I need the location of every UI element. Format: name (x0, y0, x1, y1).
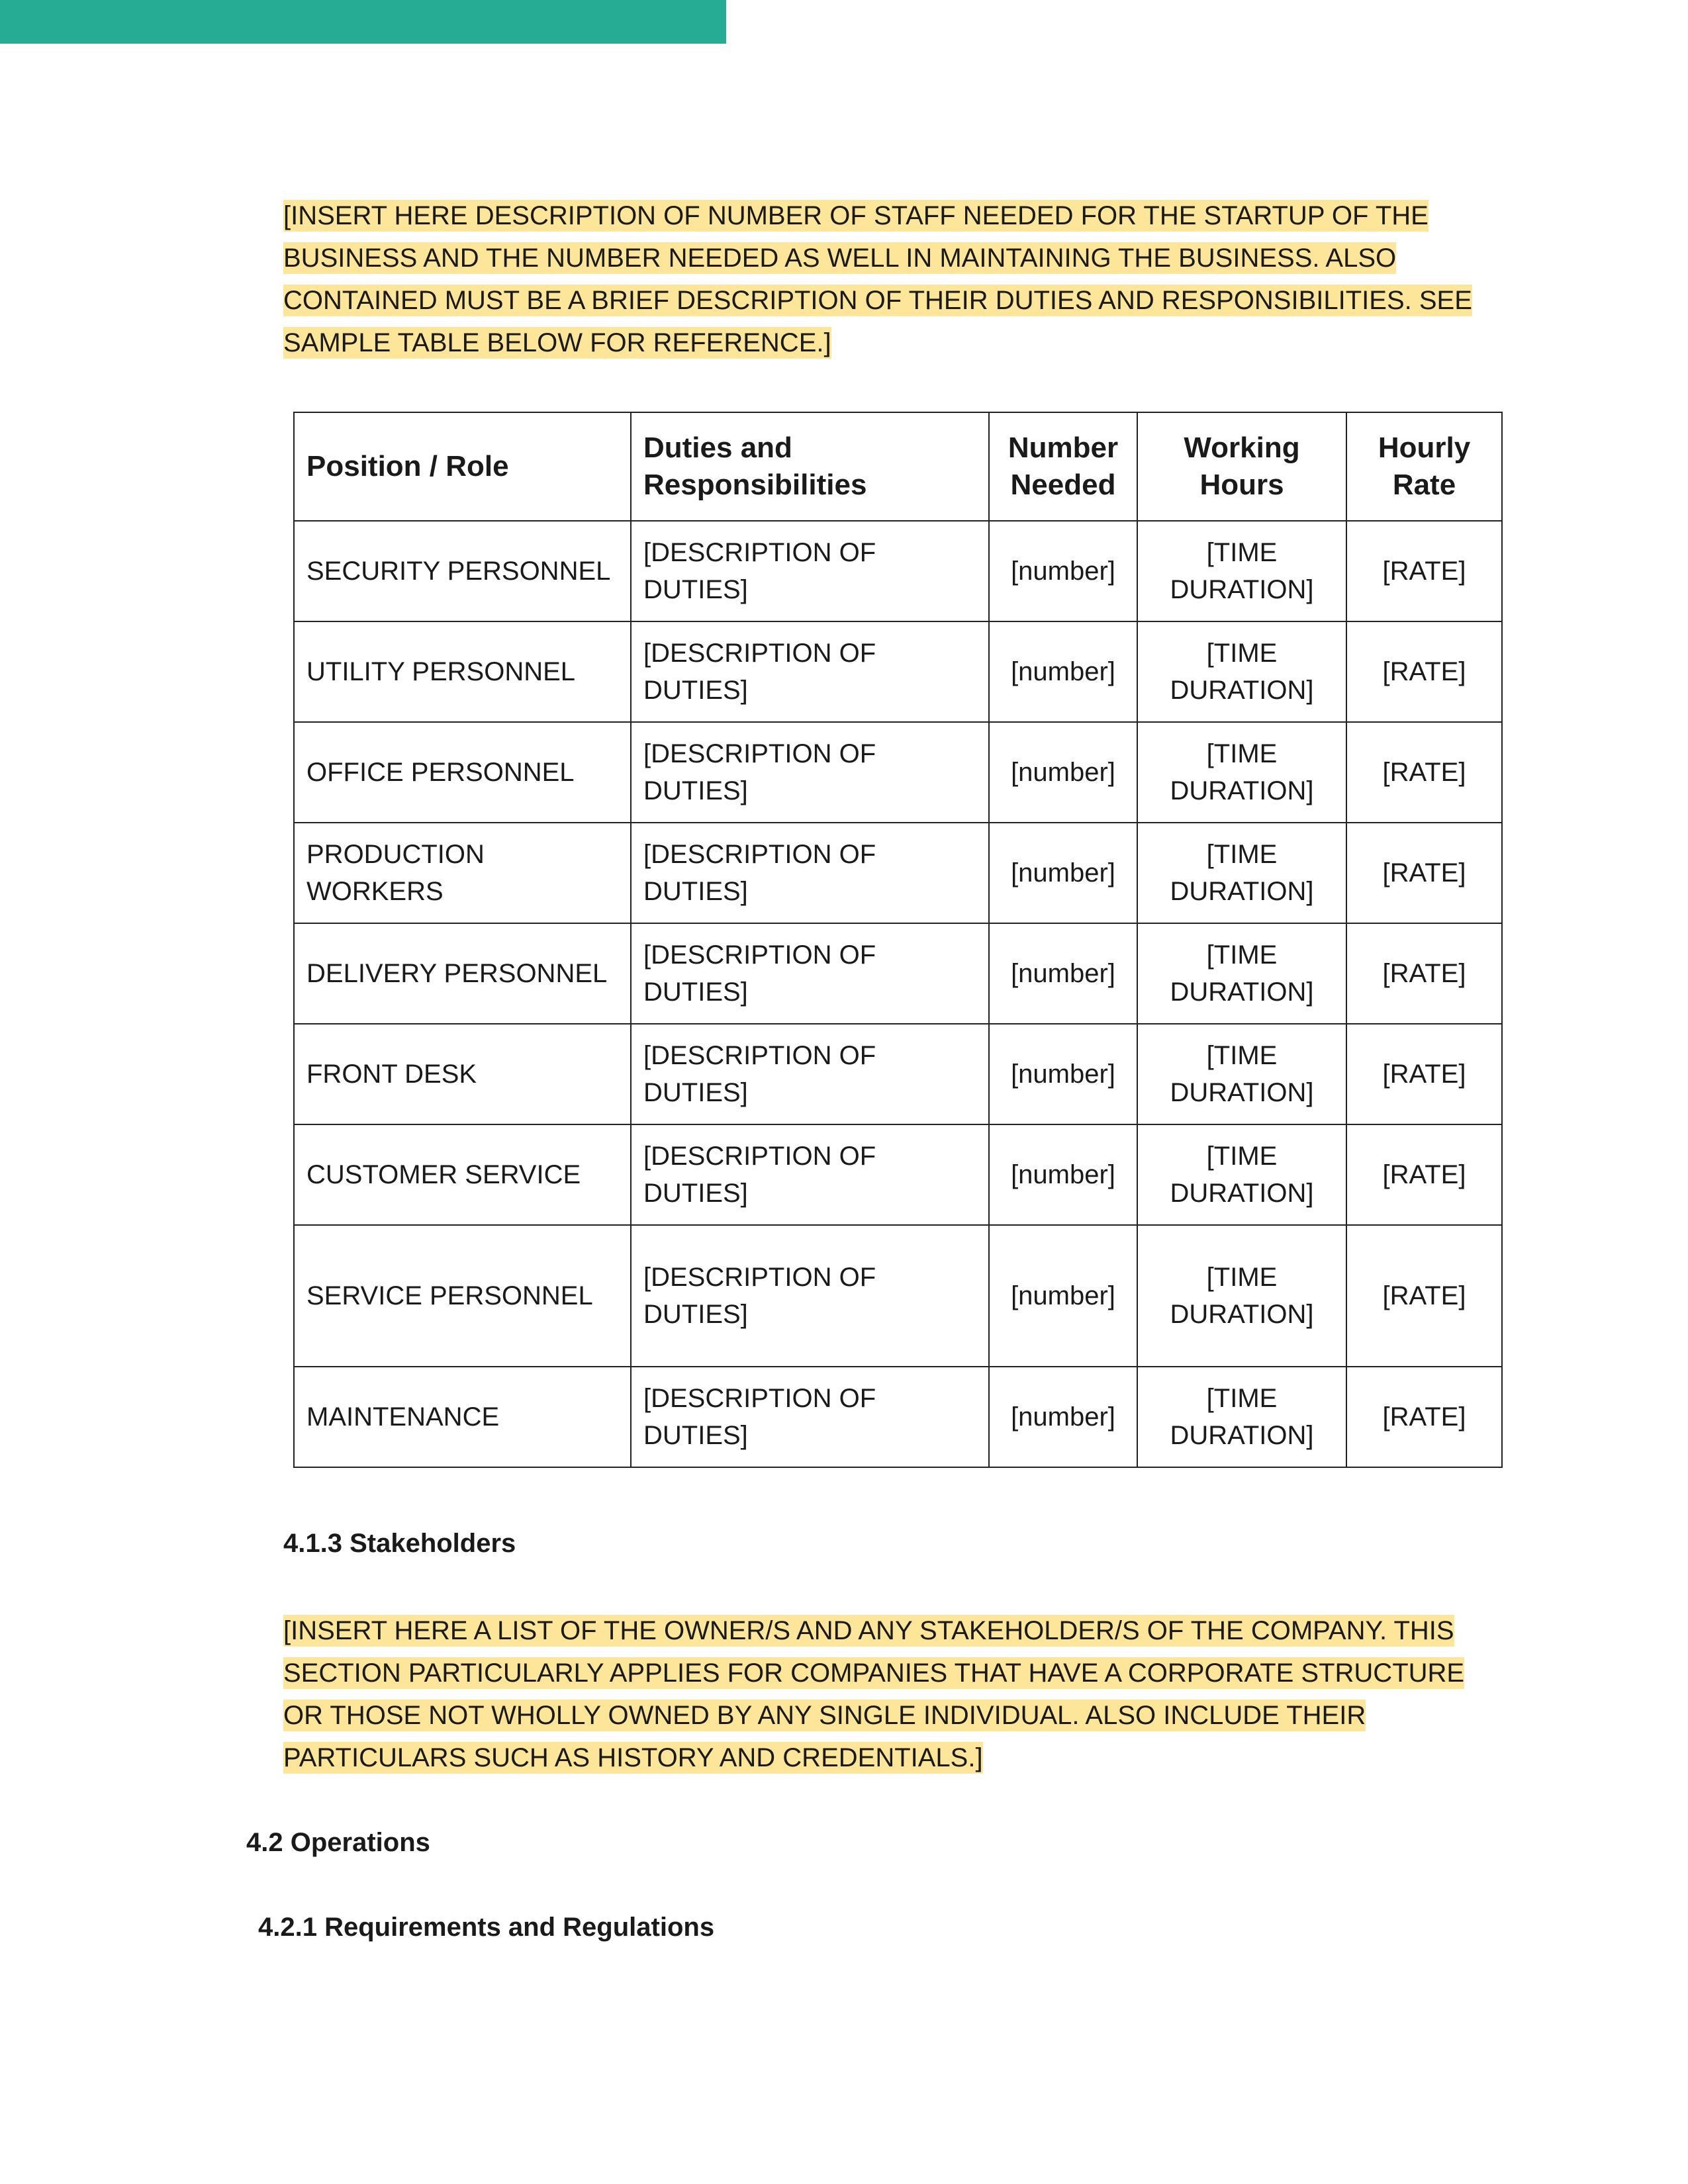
table-row (294, 521, 1502, 621)
cell-duties: [DESCRIPTION OF DUTIES] (631, 1225, 989, 1367)
cell-duties: [DESCRIPTION OF DUTIES] (631, 1124, 989, 1225)
cell-hours: [TIME DURATION] (1137, 621, 1346, 722)
cell-number: [number] (989, 621, 1137, 722)
table-row (294, 923, 1502, 1024)
cell-hours: [TIME DURATION] (1137, 823, 1346, 923)
cell-hours: [TIME DURATION] (1137, 923, 1346, 1024)
cell-position: SERVICE PERSONNEL (294, 1225, 631, 1367)
cell-hours: [TIME DURATION] (1137, 1124, 1346, 1225)
stakeholders-paragraph (283, 1610, 1475, 1779)
cell-position: DELIVERY PERSONNEL (294, 923, 631, 1024)
cell-duties: [DESCRIPTION OF DUTIES] (631, 621, 989, 722)
cell-number: [number] (989, 521, 1137, 621)
cell-duties: [DESCRIPTION OF DUTIES] (631, 722, 989, 823)
operations-heading: 4.2 Operations (246, 1828, 430, 1857)
header-working-hours: Working Hours (1137, 412, 1346, 521)
cell-number: [number] (989, 1225, 1137, 1367)
header-hourly-rate: Hourly Rate (1346, 412, 1502, 521)
cell-number: [number] (989, 722, 1137, 823)
cell-hours: [TIME DURATION] (1137, 1225, 1346, 1367)
cell-number: [number] (989, 1024, 1137, 1124)
stakeholders-text: [INSERT HERE A LIST OF THE OWNER/S AND ANY STAKEHOLDER/S OF THE COMPANY. THIS SECTION PARTICULARLY APPLIES FOR COMPANIES THAT HAVE A CORPORATE STRUCTURE OR THOSE NOT WHOLLY OWNED BY ANY SINGLE INDIVIDUAL. ALSO INCLUDE THEIR PARTICULARS SUCH AS HISTORY AND CREDENTIALS.] (283, 1616, 1465, 1772)
cell-duties: [DESCRIPTION OF DUTIES] (631, 923, 989, 1024)
cell-position: UTILITY PERSONNEL (294, 621, 631, 722)
header-number-needed: Number Needed (989, 412, 1137, 521)
cell-rate: [RATE] (1346, 823, 1502, 923)
cell-position: CUSTOMER SERVICE (294, 1124, 631, 1225)
cell-rate: [RATE] (1346, 923, 1502, 1024)
table-header-row (294, 412, 1502, 521)
cell-hours: [TIME DURATION] (1137, 1024, 1346, 1124)
cell-position: PRODUCTION WORKERS (294, 823, 631, 923)
table-row (294, 1225, 1502, 1367)
table-row (294, 823, 1502, 923)
table-row (294, 722, 1502, 823)
cell-number: [number] (989, 823, 1137, 923)
cell-number: [number] (989, 1367, 1137, 1467)
cell-number: [number] (989, 923, 1137, 1024)
header-duties: Duties and Responsibilities (631, 412, 989, 521)
cell-number: [number] (989, 1124, 1137, 1225)
table-row (294, 1024, 1502, 1124)
cell-duties: [DESCRIPTION OF DUTIES] (631, 1367, 989, 1467)
cell-position: FRONT DESK (294, 1024, 631, 1124)
cell-position: MAINTENANCE (294, 1367, 631, 1467)
cell-rate: [RATE] (1346, 1124, 1502, 1225)
table-row (294, 1124, 1502, 1225)
cell-position: SECURITY PERSONNEL (294, 521, 631, 621)
stakeholders-heading: 4.1.3 Stakeholders (283, 1529, 516, 1558)
table-row (294, 621, 1502, 722)
cell-rate: [RATE] (1346, 1367, 1502, 1467)
cell-duties: [DESCRIPTION OF DUTIES] (631, 521, 989, 621)
cell-position: OFFICE PERSONNEL (294, 722, 631, 823)
cell-rate: [RATE] (1346, 722, 1502, 823)
cell-rate: [RATE] (1346, 1024, 1502, 1124)
requirements-heading: 4.2.1 Requirements and Regulations (258, 1913, 715, 1942)
cell-hours: [TIME DURATION] (1137, 1367, 1346, 1467)
cell-duties: [DESCRIPTION OF DUTIES] (631, 1024, 989, 1124)
cell-rate: [RATE] (1346, 621, 1502, 722)
cell-rate: [RATE] (1346, 521, 1502, 621)
staffing-table (293, 412, 1503, 1468)
cell-rate: [RATE] (1346, 1225, 1502, 1367)
cell-hours: [TIME DURATION] (1137, 521, 1346, 621)
table-row (294, 1367, 1502, 1467)
staff-intro-paragraph (283, 195, 1475, 364)
cell-duties: [DESCRIPTION OF DUTIES] (631, 823, 989, 923)
header-accent-bar (0, 0, 726, 44)
header-position-role: Position / Role (294, 412, 631, 521)
staff-intro-text: [INSERT HERE DESCRIPTION OF NUMBER OF STAFF NEEDED FOR THE STARTUP OF THE BUSINESS AND THE NUMBER NEEDED AS WELL IN MAINTAINING THE BUSINESS. ALSO CONTAINED MUST BE A BRIEF DESCRIPTION OF THEIR DUTIES AND RESPONSIBILITIES. SEE SAMPLE TABLE BELOW FOR REFERENCE.] (283, 201, 1472, 357)
cell-hours: [TIME DURATION] (1137, 722, 1346, 823)
